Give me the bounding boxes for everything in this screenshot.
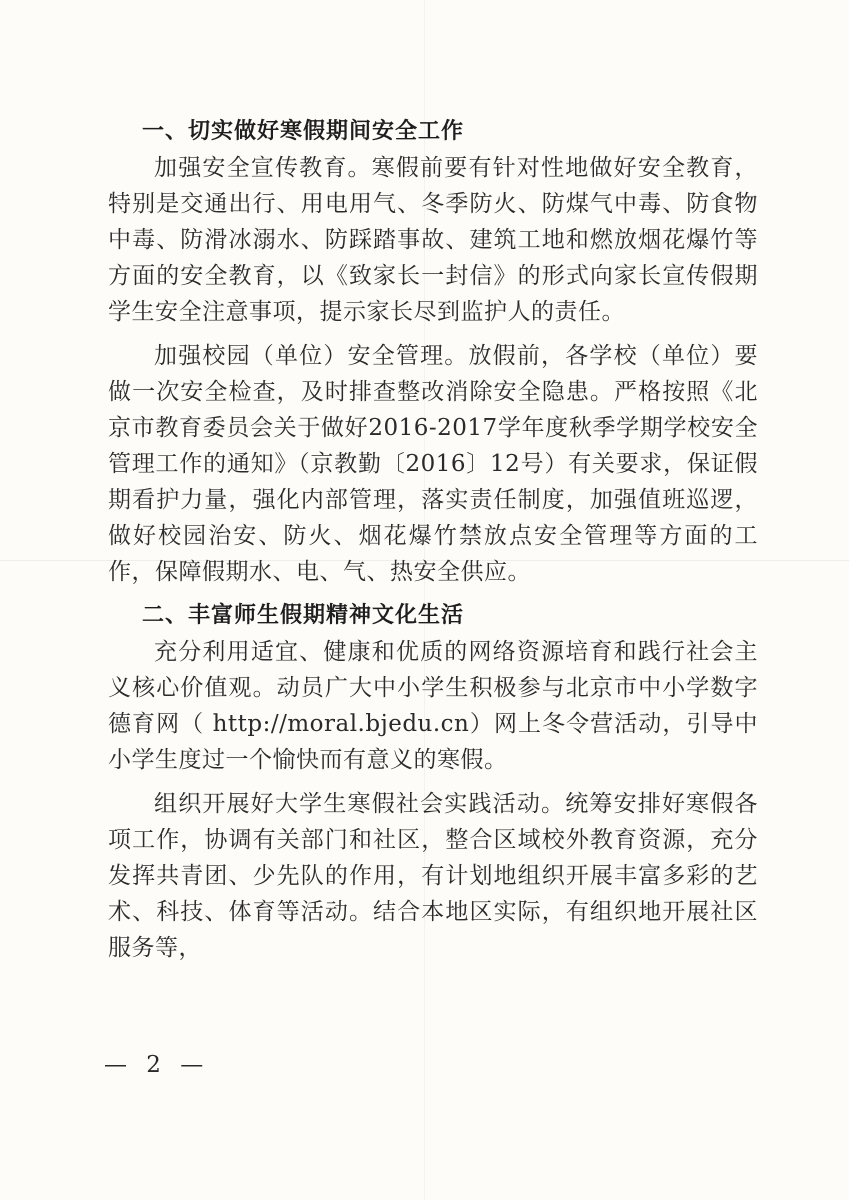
section-1-heading: 一、切实做好寒假期间安全工作 [142, 119, 465, 144]
section-1-paragraph-1: 加强安全宣传教育。寒假前要有针对性地做好安全教育，特别是交通出行、用电用气、冬季防火、防煤气中毒、防食物中毒、防滑冰溺水、防踩踏事故、建筑工地和燃放烟花爆竹等方面的安全教育，以《致家长一封信》的形式向家长宣传假期学生安全注意事项，提示家长尽到监护人的责任。 [108, 155, 758, 325]
section-2-heading: 二、丰富师生假期精神文化生活 [142, 603, 465, 628]
page-number: — 2 — [104, 1052, 210, 1078]
section-2-paragraph-2: 组织开展好大学生寒假社会实践活动。统筹安排好寒假各项工作，协调有关部门和社区，整合区域校外教育资源，充分发挥共青团、少先队的作用，有计划地组织开展丰富多彩的艺术、科技、体育等活动。结合本地区实际，有组织地开展社区服务等， [108, 791, 758, 961]
document-body [108, 114, 758, 966]
section-2-paragraph-1: 充分利用适宜、健康和优质的网络资源培育和践行社会主义核心价值观。动员广大中小学生积极参与北京市中小学数字德育网（ http://moral.bjedu.cn）网上冬令营活动，引导中小学生度过一个愉快而有意义的寒假。 [108, 639, 758, 773]
section-1-paragraph-2: 加强校园（单位）安全管理。放假前，各学校（单位）要做一次安全检查，及时排查整改消除安全隐患。严格按照《北京市教育委员会关于做好2016-2017学年度秋季学期学校安全管理工作的通知》（京教勤〔2016〕12号）有关要求，保证假期看护力量，强化内部管理，落实责任制度，加强值班巡逻，做好校园治安、防火、烟花爆竹禁放点安全管理等方面的工作，保障假期水、电、气、热安全供应。 [108, 343, 758, 585]
